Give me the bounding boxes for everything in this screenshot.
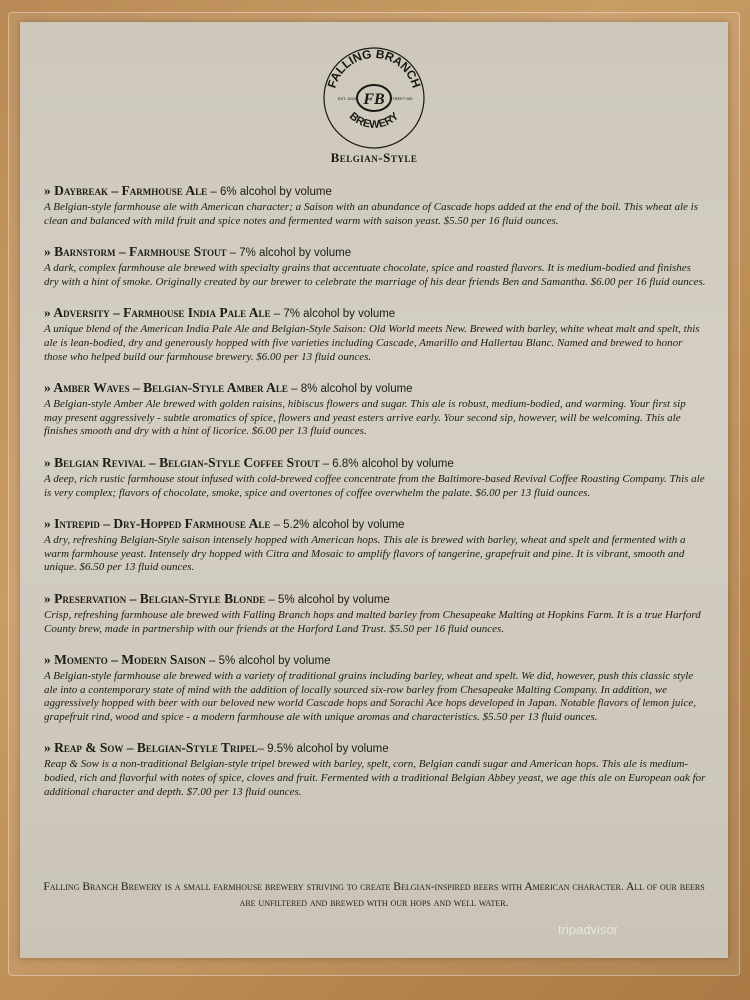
svg-text:FALLING BRANCH: FALLING BRANCH — [324, 46, 424, 90]
beer-abv: – 5% alcohol by volume — [205, 655, 331, 668]
beer-description: A Belgian-style Amber Ale brewed with golden raisins, hibiscus flowers and sugar. This ale is robust, medium-bodied, and warming. Your first sip may present aggressively - subtle aromatics of spice, flowers and yeast esters arrive early. Your second sip, however, will be welcoming. This ale finishes smooth and dry with a hint of licorice. $6.00 per 13 fluid ounces. — [44, 398, 686, 438]
beer-item — [44, 515, 706, 575]
beer-heading — [44, 379, 706, 398]
beer-item — [44, 379, 706, 439]
beer-description: A Belgian-style farmhouse ale brewed with a variety of traditional grains including barley, wheat and spelt. We did, however, push this classic style ale into a contemporary state of mind with the addition of locally sourced six-row barley from Chesapeake Malting Company. In addition, we aggressively hopped with beer with our beloved new world Cascade hops and Sorachi Ace hops developed in Japan. Notable flavors of lemon juice, grapefruit rind, wood and spice - a modern farmhouse ale with unique aromas and characteristics. $5.50 per 13 fluid ounces. — [44, 670, 696, 723]
beer-abv: – 6.8% alcohol by volume — [319, 457, 454, 470]
bullet-marker: » — [44, 652, 51, 668]
beer-heading — [44, 182, 706, 201]
beer-abv: – 5.2% alcohol by volume — [270, 519, 405, 532]
beer-abv: – 7% alcohol by volume — [270, 308, 396, 321]
beer-name: Adversity – Farmhouse India Pale Ale — [53, 305, 271, 321]
beer-description: A dry, refreshing Belgian-Style saison intensely hopped with American hops. This ale is brewed with barley, wheat and spelt and fermented with a warm farmhouse yeast. Intensely dry hopped with Citra and Mosaic to amplify flavors of tangerine, grapefruit and pine. It is vibrant, smooth and unique. $6.50 per 13 fluid ounces. — [44, 534, 686, 574]
beer-item — [44, 590, 706, 636]
beer-name: Belgian Revival – Belgian-Style Coffee Stout — [54, 454, 320, 470]
beer-name: Daybreak – Farmhouse Ale — [54, 183, 208, 198]
beer-name: Preservation – Belgian-Style Blonde — [54, 590, 266, 606]
beer-heading — [44, 304, 706, 323]
bullet-marker: » — [44, 454, 51, 470]
beer-description: Reap & Sow is a non-traditional Belgian-style tripel brewed with barley, spelt, corn, Belgian candi sugar and American hops. This ale is medium-bodied, rich and flavorful with notes of spice, cloves and fruit. Fermented with a traditional Belgian Abbey yeast, we age this ale on European oak for additional character and depth. $7.00 per 13 fluid ounces. — [44, 758, 706, 798]
menu-page — [20, 22, 728, 958]
bullet-marker: » — [44, 590, 51, 606]
beer-item — [44, 739, 706, 799]
beer-description: A Belgian-style farmhouse ale with American character; a Saison with an abundance of Cascade hops added at the end of the boil. This wheat ale is clean and balanced with mild fruit and spice notes and fermented warm with saison yeast. $5.50 per 16 fluid ounces. — [44, 201, 699, 227]
beer-item — [44, 454, 706, 500]
svg-text:STREET MD: STREET MD — [389, 96, 413, 101]
beer-list — [44, 182, 706, 814]
beer-abv: – 9.5% alcohol by volume — [257, 743, 389, 756]
beer-heading — [44, 590, 706, 609]
bullet-marker: » — [44, 516, 51, 532]
beer-heading — [44, 515, 706, 534]
beer-heading — [44, 651, 706, 670]
beer-description: A unique blend of the American India Pale Ale and Belgian-Style Saison: Old World meets New. Brewed with barley, white wheat malt and spelt, this ale is lean-bodied, dry and generously hopped with five varieties including Cascade, Amarillo and Hallertau Blanc. Named and brewed to honor those who helped build our farmhouse brewery. $6.00 per 13 fluid ounces. — [44, 323, 700, 363]
brewery-logo — [319, 40, 429, 150]
beer-heading — [44, 739, 706, 758]
beer-name: Reap & Sow – Belgian-Style Tripel — [54, 740, 258, 756]
beer-item — [44, 304, 706, 364]
beer-abv: – 5% alcohol by volume — [265, 593, 390, 606]
beer-item — [44, 182, 706, 228]
beer-heading — [44, 454, 706, 473]
beer-name: Barnstorm – Farmhouse Stout — [54, 244, 227, 260]
beer-heading — [44, 243, 706, 262]
section-title: Belgian-Style — [330, 150, 418, 165]
beer-item — [44, 243, 706, 289]
bullet-marker: » — [44, 183, 51, 198]
beer-abv: – 8% alcohol by volume — [287, 383, 413, 396]
beer-name: Momento – Modern Saison — [54, 652, 206, 668]
brewery-footer: Falling Branch Brewery is a small farmhouse brewery striving to create Belgian-inspired beers with American character. All of our beers are unfiltered and brewed with our hops and well water. — [43, 881, 705, 909]
beer-description: A dark, complex farmhouse ale brewed with specialty grains that accentuate chocolate, spice and roasted flavors. It is medium-bodied and finishes dry with a hint of smoke. Originally created by our brewer to celebrate the marriage of his dear friends Ben and Samantha. $6.00 per 16 fluid ounces. — [44, 262, 706, 288]
beer-description: A deep, rich rustic farmhouse stout infused with cold-brewed coffee concentrate from the Baltimore-based Revival Coffee Roasting Company. This ale is very complex; flavors of chocolate, smoke, spice and overtones of coffee overwhelm the palate. $6.00 per 13 fluid ounces. — [44, 472, 705, 499]
beer-name: Amber Waves – Belgian-Style Amber Ale — [53, 380, 288, 396]
bullet-marker: » — [44, 244, 51, 260]
beer-abv: – 7% alcohol by volume — [226, 247, 352, 260]
beer-abv: – 6% alcohol by volume — [207, 186, 332, 198]
bullet-marker: » — [44, 380, 51, 396]
watermark: tripadvisor — [558, 922, 618, 937]
beer-item — [44, 651, 706, 724]
beer-description: Crisp, refreshing farmhouse ale brewed with Falling Branch hops and malted barley from Chesapeake Malting at Hopkins Farm. It is a true Harford County brew, made in partnership with our friends at the Harford Land Trust. $5.50 per 16 fluid ounces. — [44, 608, 701, 635]
svg-text:BREWERY: BREWERY — [346, 110, 402, 131]
bullet-marker: » — [44, 305, 51, 321]
beer-name: Intrepid – Dry-Hopped Farmhouse Ale — [54, 516, 271, 532]
svg-text:FB: FB — [363, 91, 385, 108]
svg-text:EST. 2015: EST. 2015 — [337, 96, 357, 101]
bullet-marker: » — [44, 740, 51, 756]
